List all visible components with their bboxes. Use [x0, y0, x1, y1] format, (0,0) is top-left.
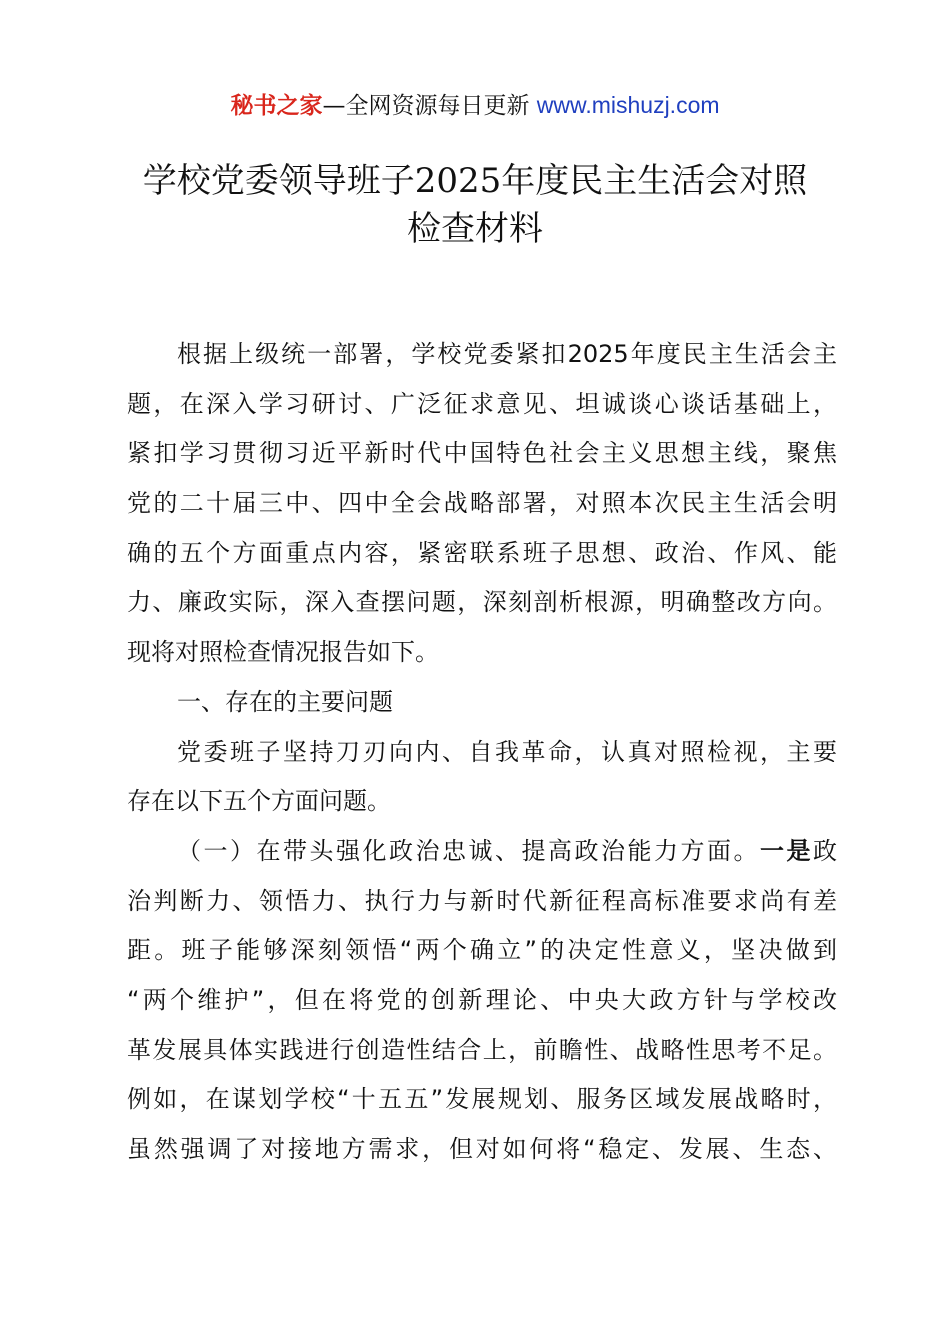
bold-point-marker: 一是 [760, 836, 813, 865]
document-body [127, 330, 837, 1175]
section-heading: 一、存在的主要问题 [177, 687, 393, 716]
subsection-line: 治判断力、领悟力、执行力与新时代新征程高标准要求尚有差 [127, 886, 837, 915]
subsection-line: 虽然强调了对接地方需求，但对如何将“稳定、发展、生态、 [127, 1135, 837, 1163]
intro-line: 党的二十届三中、四中全会战略部署，对照本次民主生活会明 [127, 489, 837, 518]
intro-line: 确的五个方面重点内容，紧密联系班子思想、政治、作风、能 [127, 538, 837, 567]
subsection-line: 革发展具体实践进行创造性结合上，前瞻性、战略性思考不足。 [127, 1035, 837, 1064]
title-line-2: 检查材料 [407, 209, 543, 249]
subsection-line: 例如，在谋划学校“十五五”发展规划、服务区域发展战略时， [127, 1085, 837, 1114]
subsection-line: “两个维护”，但在将党的创新理论、中央大政方针与学校改 [127, 985, 837, 1014]
brand-name: 秘书之家 [230, 93, 323, 119]
subsection-lead-line [127, 827, 837, 877]
section-intro-line: 党委班子坚持刀刃向内、自我革命，认真对照检视，主要 [177, 737, 837, 766]
intro-line: 现将对照检查情况报告如下。 [127, 638, 439, 667]
subsection-line: 距。班子能够深刻领悟“两个确立”的决定性意义，坚决做到 [127, 936, 837, 965]
site-url-link[interactable]: www.mishuzj.com [536, 92, 720, 118]
intro-line: 紧扣学习贯彻习近平新时代中国特色社会主义思想主线，聚焦 [127, 439, 837, 468]
intro-line: 题，在深入学习研讨、广泛征求意见、坦诚谈心谈话基础上， [127, 389, 837, 418]
intro-line: 力、廉政实际，深入查摆问题，深刻剖析根源，明确整改方向。 [127, 588, 837, 617]
intro-line: 根据上级统一部署，学校党委紧扣2025年度民主生活会主 [177, 340, 837, 368]
title-line-1: 学校党委领导班子2025年度民主生活会对照 [142, 161, 808, 201]
document-title [95, 157, 855, 253]
site-header [0, 88, 950, 123]
header-tagline: —全网资源每日更新 [322, 93, 530, 119]
section-intro-line: 存在以下五个方面问题。 [127, 787, 391, 816]
subsection-lead: （一）在带头强化政治忠诚、提高政治能力方面。 [177, 836, 760, 865]
subsection-lead-rest: 政 [813, 836, 837, 865]
